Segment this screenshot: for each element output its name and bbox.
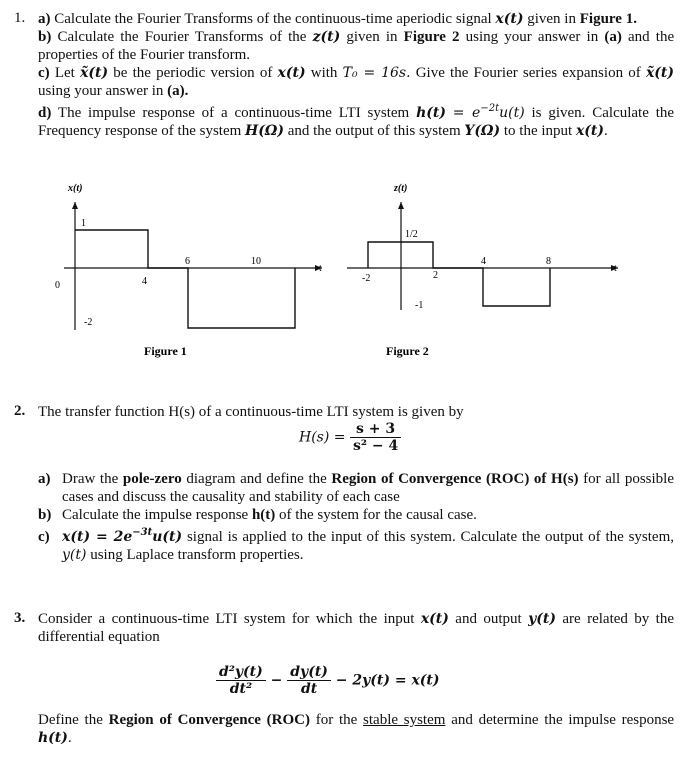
bold-text: Region of Convergence (ROC) of H(s)	[331, 471, 579, 487]
fig1-tick-4: 4	[142, 276, 147, 287]
math-symbol: x(t)	[420, 611, 449, 627]
math-symbol: h(t)	[416, 105, 446, 121]
text: given in	[527, 11, 576, 27]
question-3	[14, 610, 674, 747]
part-1d	[38, 100, 674, 140]
math-symbol: x̃(t)	[80, 65, 109, 81]
math-exponent: −2t	[480, 103, 500, 114]
fig2-signal	[368, 242, 550, 306]
fraction-denominator: dt²	[229, 681, 253, 697]
question-1-parts	[38, 10, 674, 140]
text: signal is applied to the input of this system. Calculate the output of the system,	[186, 529, 674, 545]
math-operator: −	[270, 672, 283, 689]
fig1-caption: Figure 1	[144, 344, 187, 358]
text: given in	[346, 29, 398, 45]
text: be the periodic version of	[113, 65, 273, 81]
underlined-text: stable system	[363, 712, 446, 728]
math-expression: = e	[452, 105, 481, 121]
fig1-signal	[75, 230, 295, 328]
question-3-intro	[38, 610, 674, 646]
math-expression: − 2y(t) = x(t)	[335, 672, 440, 689]
text: using your answer in	[465, 29, 599, 45]
fig1-tick-neg2: -2	[84, 317, 93, 328]
math-expression: T₀ = 16s.	[342, 65, 411, 81]
math-exponent: −3t	[132, 527, 153, 538]
text: to the input	[503, 123, 573, 139]
second-derivative-fraction	[216, 664, 266, 697]
bold-text: pole-zero	[122, 471, 182, 487]
math-expression: H(s) =	[299, 429, 346, 446]
part-label: b)	[38, 29, 52, 45]
fig1-tick-6: 6	[185, 256, 190, 267]
text: Define the	[38, 712, 103, 728]
text: and determine the impulse response	[451, 712, 675, 728]
fig2-t-label: t	[614, 263, 617, 274]
text: Calculate the Fourier Transforms of the	[57, 29, 307, 45]
text: and the properties of the Fourier transform.	[38, 29, 675, 63]
fig2-tick-neg2: -2	[362, 273, 371, 284]
part-2c	[38, 524, 674, 564]
part-label: b)	[38, 507, 52, 523]
text: Consider a continuous-time LTI system for which the input	[38, 611, 415, 627]
part-label: c)	[38, 529, 50, 545]
part-2b	[38, 506, 674, 524]
math-symbol: Y(Ω)	[464, 123, 501, 139]
math-symbol: x(t)	[495, 11, 524, 27]
text: Let	[54, 65, 75, 81]
part-label: a)	[38, 11, 51, 27]
text: for all possible cases and discuss the causality and stability of each case	[62, 471, 675, 505]
fig1-tick-1: 1	[81, 218, 86, 229]
bold-text: h(t)	[251, 507, 276, 523]
text: using Laplace transform properties.	[90, 547, 304, 563]
math-expression: x(t) = 2e	[62, 529, 133, 545]
text: Draw the	[62, 471, 119, 487]
text: Calculate the Fourier Transforms of the continuous-time aperiodic signal	[54, 11, 492, 27]
fig2-tick-4: 4	[481, 256, 486, 267]
text: of the system for the causal case.	[279, 507, 477, 523]
first-derivative-fraction	[287, 664, 331, 697]
part-1c	[38, 64, 674, 100]
math-symbol: z(t)	[312, 29, 341, 45]
part-ref: (a)	[604, 29, 622, 45]
fraction-denominator: dt	[300, 681, 318, 697]
text: The impulse response of a continuous-time LTI system	[57, 105, 410, 121]
math-symbol: y(t)	[528, 611, 556, 627]
question-2-parts	[38, 470, 674, 564]
fig2-tick-2: 2	[433, 270, 438, 281]
fig2-caption: Figure 2	[386, 344, 429, 358]
fig1-ylabel: x(t)	[68, 183, 83, 194]
text: and output	[455, 611, 522, 627]
fig1-tick-10: 10	[251, 256, 261, 267]
figure-ref: Figure 2	[403, 29, 460, 45]
figure-1	[55, 183, 322, 358]
figures-area	[0, 170, 688, 370]
question-2	[14, 403, 674, 564]
fig2-ylabel: z(t)	[394, 183, 408, 194]
math-expression: u(t)	[152, 529, 183, 545]
math-expression: u(t)	[499, 105, 525, 121]
part-2a	[38, 470, 674, 506]
fig2-tick-8: 8	[546, 256, 551, 267]
question-3-task	[38, 711, 674, 747]
text: .	[604, 123, 608, 139]
text: are related by the differential equation	[38, 611, 675, 645]
fig1-t-label: t	[319, 263, 322, 274]
text: Give the Fourier series expansion of	[415, 65, 641, 81]
transfer-function	[299, 421, 674, 454]
text: Calculate the impulse response	[62, 507, 249, 523]
fraction-numerator: s + 3	[350, 421, 401, 438]
fraction-numerator: d²y(t)	[216, 664, 266, 681]
fig1-origin: 0	[55, 280, 60, 291]
math-symbol: h(t)	[38, 730, 68, 746]
bold-text: Region of Convergence (ROC)	[108, 712, 310, 728]
part-1a	[38, 10, 674, 28]
fig2-tick-half: 1/2	[405, 229, 418, 240]
figure-ref: Figure 1	[579, 11, 634, 27]
part-ref: (a).	[167, 83, 189, 99]
question-number: 2.	[14, 403, 26, 419]
part-label: a)	[38, 471, 51, 487]
text: .	[633, 11, 637, 27]
question-number: 3.	[14, 610, 26, 626]
math-symbol: x(t)	[277, 65, 306, 81]
math-symbol: x(t)	[575, 123, 604, 139]
question-1	[14, 10, 674, 140]
text: using your answer in	[38, 83, 164, 99]
text: and the output of this system	[287, 123, 461, 139]
text: is given. Calculate the Frequency response of the system	[38, 105, 675, 139]
text: with	[310, 65, 338, 81]
part-label: d)	[38, 105, 52, 121]
math-symbol: x̃(t)	[645, 65, 674, 81]
math-symbol: H(Ω)	[245, 123, 284, 139]
figure-2	[347, 183, 618, 358]
part-1b	[38, 28, 674, 64]
text: diagram and define the	[186, 471, 327, 487]
fraction-numerator: dy(t)	[287, 664, 331, 681]
text: for the	[315, 712, 358, 728]
fraction-denominator: s² − 4	[352, 438, 399, 454]
question-number: 1.	[14, 10, 26, 26]
question-2-intro: The transfer function H(s) of a continuous-time LTI system is given by	[38, 404, 464, 420]
differential-equation	[216, 664, 674, 697]
fig2-tick-neg1: -1	[415, 300, 424, 311]
part-label: c)	[38, 65, 50, 81]
math-fraction	[350, 421, 401, 454]
math-symbol: y(t)	[62, 547, 87, 563]
text: .	[67, 730, 72, 746]
